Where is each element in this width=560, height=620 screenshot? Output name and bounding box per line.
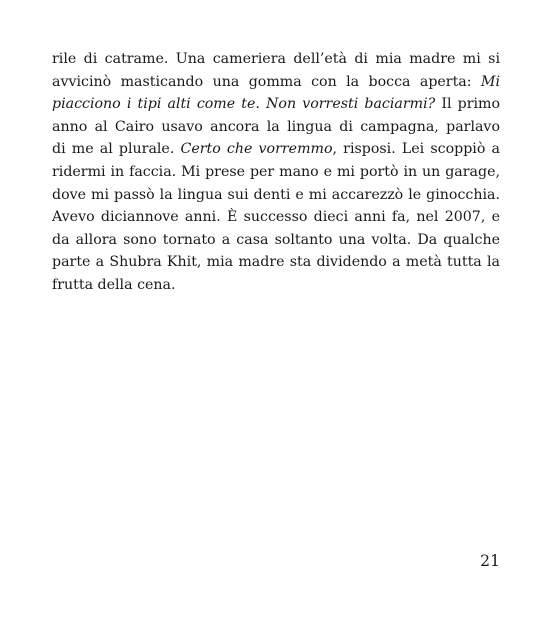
text-run: di me al plurale. [52,141,181,158]
text-line [52,116,500,139]
italic-text: piacciono i tipi alti come te. Non vorresti baciarmi? [52,96,436,113]
body-paragraph [52,48,500,297]
text-line [52,206,500,229]
italic-text: Certo che vorremmo [180,141,333,158]
text-run: ridermi in faccia. Mi prese per mano e mi portò in un garage, [52,163,500,180]
text-line [52,274,500,297]
page-number: 21 [480,552,500,570]
text-line [52,161,500,184]
text-line [52,251,500,274]
text-run: , risposi. Lei scoppiò a [332,141,500,158]
text-run: da allora sono tornato a casa soltanto una volta. Da qualche [52,231,500,248]
text-run: avvicinò masticando una gomma con la bocca aperta: [52,73,481,90]
text-run: Il primo [435,96,501,113]
text-run: Avevo diciannove anni. È successo dieci anni fa, nel 2007, e [52,209,500,226]
text-run: frutta della cena. [52,276,176,293]
text-line [52,93,500,116]
italic-text: Mi [480,73,500,90]
text-run: anno al Cairo usavo ancora la lingua di campagna, parlavo [52,118,500,135]
text-run: dove mi passò la lingua sui denti e mi accarezzò le ginocchia. [52,186,500,203]
text-run: rile di catrame. Una cameriera dell’età di mia madre mi si [52,51,500,67]
text-run: parte a Shubra Khit, mia madre sta dividendo a metà tutta la [52,254,500,271]
text-line [52,138,500,161]
text-line [52,48,500,71]
text-line [52,229,500,252]
text-line [52,71,500,94]
text-line [52,184,500,207]
